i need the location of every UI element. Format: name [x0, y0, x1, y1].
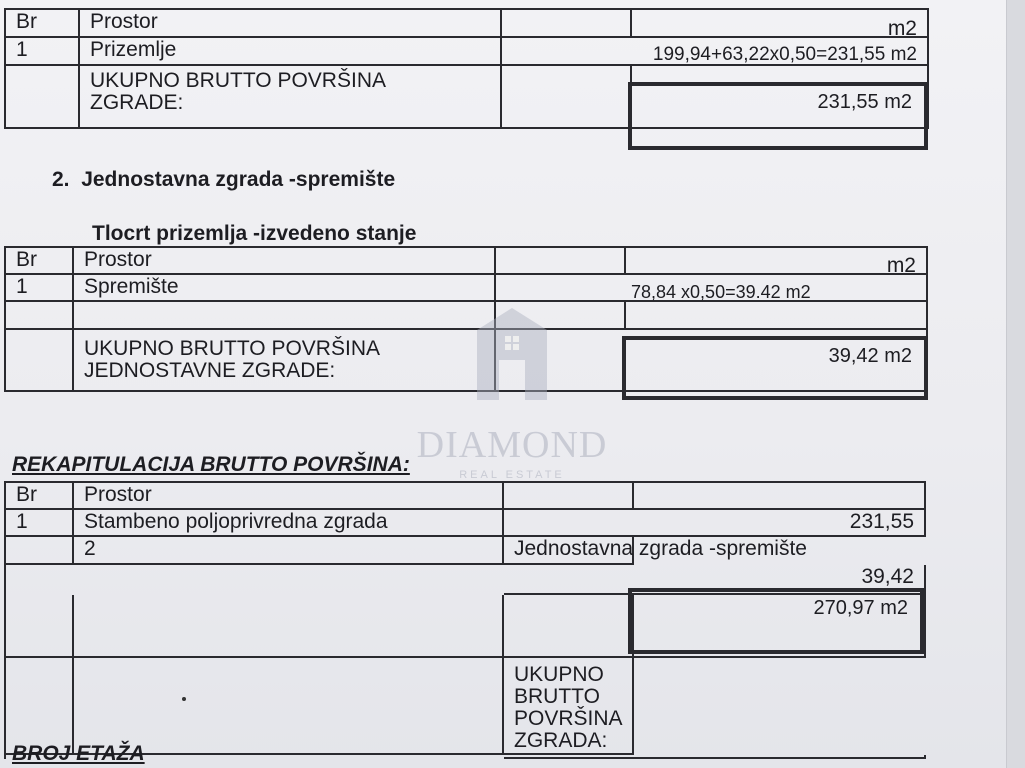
row-calc: 199,94+63,22x0,50=231,55 m2 — [502, 38, 929, 66]
header-br: Br — [6, 10, 80, 38]
section-heading: 2. Jednostavna zgrada -spremište — [52, 168, 396, 191]
total-label: UKUPNO BRUTTO POVRŠINA ZGRADA: — [504, 658, 634, 755]
header-br: Br — [6, 248, 74, 275]
header-prostor: Prostor — [74, 248, 496, 275]
unit-label: m2 — [632, 10, 929, 38]
row-name: Spremište — [74, 275, 496, 302]
watermark — [412, 300, 612, 481]
table-row-name: Stambeno poljoprivredna zgrada — [74, 510, 504, 537]
header-prostor: Prostor — [74, 483, 504, 510]
section-subheading: Tlocrt prizemlja -izvedeno stanje — [92, 222, 417, 245]
watermark-word: DIAMOND — [416, 424, 608, 466]
recap-title: REKAPITULACIJA BRUTTO POVRŠINA: — [12, 453, 410, 476]
total-label: UKUPNO BRUTTO POVRŠINA ZGRADE: — [80, 66, 502, 129]
footer-title: BROJ ETAŽA — [12, 742, 145, 765]
row-br: 1 — [6, 275, 74, 302]
table-row-value: 39,42 — [504, 565, 926, 595]
row-calc: 78,84 x0,50=39.42 m2 — [496, 275, 928, 302]
total-value-box: 231,55 m2 — [628, 82, 928, 150]
total-value-box: 39,42 m2 — [622, 336, 928, 400]
header-prostor: Prostor — [80, 10, 502, 38]
table-row-value: 231,55 — [504, 510, 926, 537]
speck — [182, 697, 186, 701]
unit-label: m2 — [626, 248, 928, 275]
watermark-sub: REAL ESTATE — [459, 469, 565, 481]
row-br: 1 — [6, 38, 80, 66]
header-br: Br — [6, 483, 74, 510]
table-row-br: 1 — [6, 510, 74, 537]
total-label: UKUPNO BRUTTO POVRŠINA JEDNOSTAVNE ZGRADE: — [74, 330, 496, 392]
page-edge — [1006, 0, 1025, 768]
table-row-br: 2 — [74, 537, 504, 565]
building-logo-icon — [467, 300, 557, 410]
table-row-name: Jednostavna zgrada -spremište — [504, 537, 634, 565]
row-name: Prizemlje — [80, 38, 502, 66]
total-value-box: 270,97 m2 — [628, 588, 924, 654]
